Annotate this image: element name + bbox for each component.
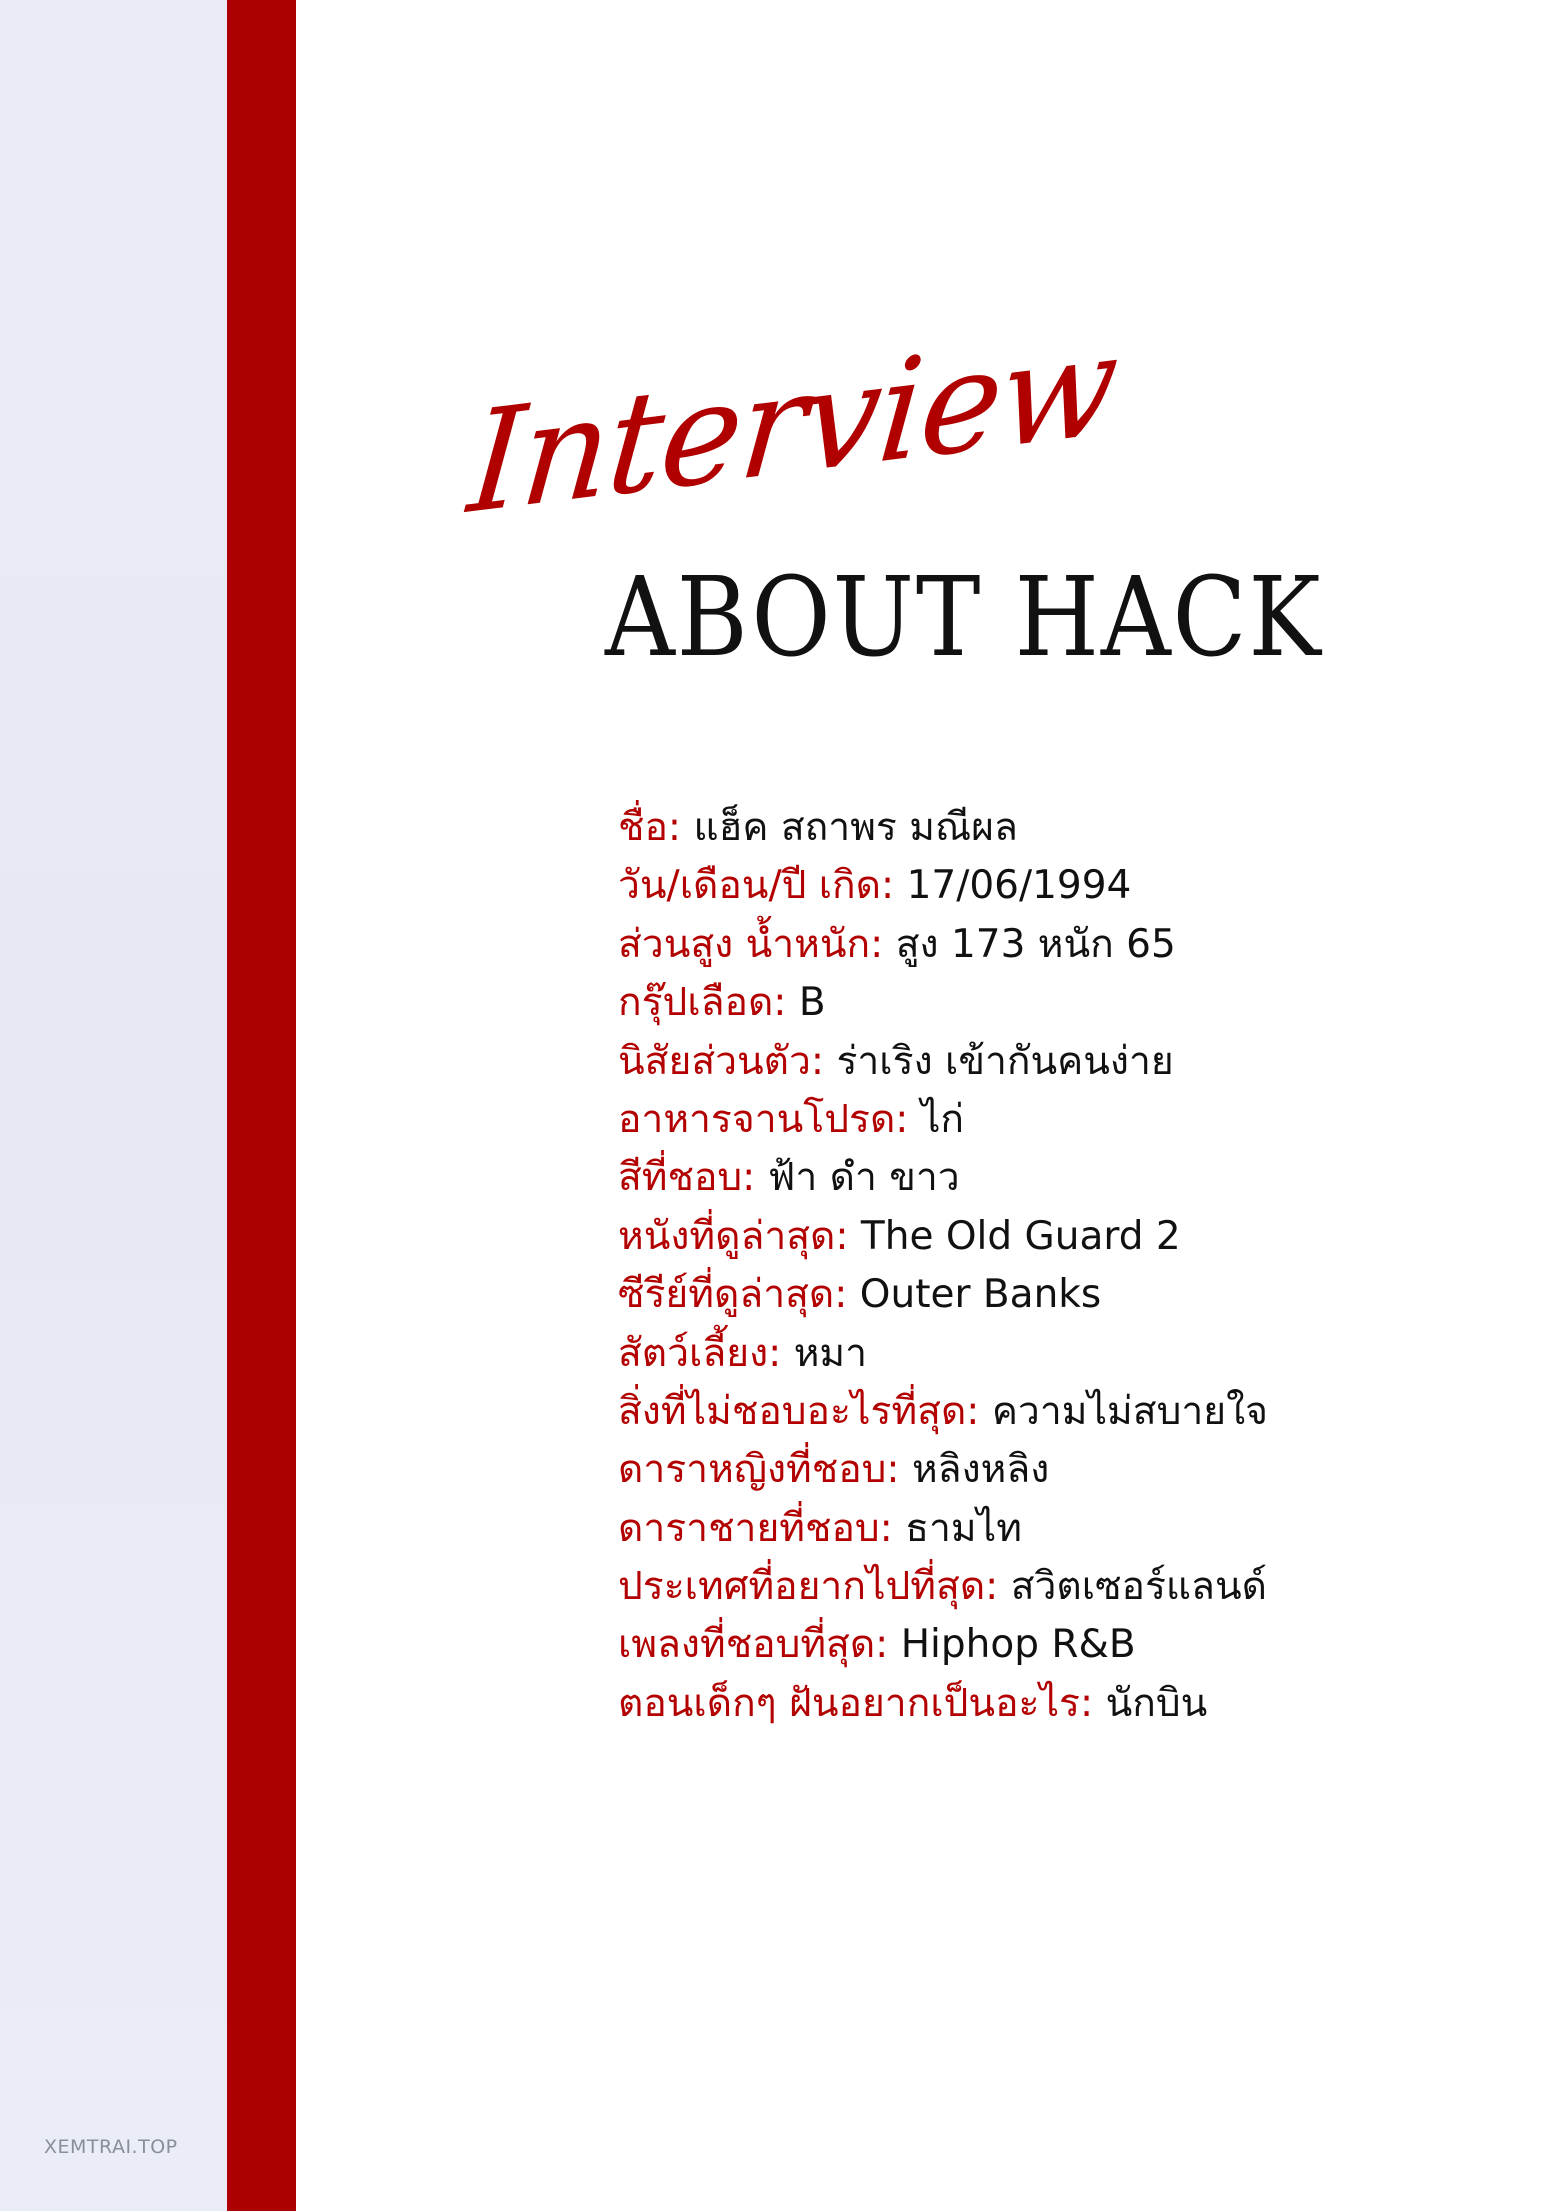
qa-value: สวิตเซอร์แลนด์ [1010,1564,1267,1610]
qa-value: Outer Banks [859,1272,1102,1318]
qa-value: 17/06/1994 [906,863,1132,909]
qa-row-childhood-dream [618,1675,1518,1733]
qa-label: ประเทศที่อยากไปที่สุด: [618,1564,999,1610]
qa-row-dislike [618,1383,1518,1441]
qa-row-name [618,799,1518,857]
site-watermark: XEMTRAI.TOP [44,2136,178,2158]
qa-label: ชื่อ: [618,805,682,850]
qa-label: สีที่ชอบ: [618,1155,756,1201]
qa-label: ส่วนสูง น้ำหนัก: [618,921,884,967]
qa-row-latest-series [618,1266,1518,1324]
qa-label: นิสัยส่วนตัว: [618,1038,825,1084]
red-vertical-stripe [227,0,296,2211]
qa-label: ดาราหญิงที่ชอบ: [618,1447,900,1493]
qa-row-pet [618,1325,1518,1383]
qa-row-favorite-color [618,1149,1518,1207]
qa-value: B [798,980,826,1026]
qa-row-favorite-food [618,1091,1518,1149]
qa-row-dream-country [618,1558,1518,1616]
qa-label: หนังที่ดูล่าสุด: [618,1213,849,1259]
qa-value: แฮ็ค สถาพร มณีผล [693,805,1018,850]
qa-row-latest-movie [618,1208,1518,1266]
qa-row-blood-type [618,974,1518,1032]
qa-label: เพลงที่ชอบที่สุด: [618,1622,889,1668]
qa-label: สัตว์เลี้ยง: [618,1330,782,1376]
qa-value: หมา [793,1330,868,1376]
qa-value: Hiphop R&B [900,1622,1136,1668]
qa-label: วัน/เดือน/ปี เกิด: [618,863,895,909]
qa-label: กรุ๊ปเลือด: [618,980,787,1026]
qa-value: สูง 173 หนัก 65 [895,921,1176,967]
qa-value: ธามไท [905,1505,1022,1551]
qa-label: ตอนเด็กๆ ฝันอยากเป็นอะไร: [618,1680,1094,1726]
qa-row-height-weight [618,916,1518,974]
interview-script-title: Interview [462,302,1123,546]
qa-value: ไก่ [920,1096,965,1142]
qa-label: ดาราชายที่ชอบ: [618,1505,893,1551]
qa-row-birthday [618,857,1518,915]
qa-value: ความไม่สบายใจ [991,1388,1268,1434]
qa-value: หลิงหลิง [911,1447,1050,1493]
qa-row-favorite-actress [618,1441,1518,1499]
qa-label: อาหารจานโปรด: [618,1096,909,1142]
about-hack-title: ABOUT HACK [605,553,1323,681]
qa-row-favorite-actor [618,1500,1518,1558]
qa-row-personality [618,1033,1518,1091]
qa-value: ร่าเริง เข้ากันคนง่าย [836,1038,1174,1084]
qa-value: นักบิน [1105,1680,1208,1726]
qa-label: ซีรีย์ที่ดูล่าสุด: [618,1272,848,1318]
qa-value: The Old Guard 2 [860,1213,1181,1259]
qa-label: สิ่งที่ไม่ชอบอะไรที่สุด: [618,1388,980,1434]
qa-row-favorite-music [618,1616,1518,1674]
interview-list [618,799,1518,1733]
qa-value: ฟ้า ดำ ขาว [767,1155,960,1201]
left-side-panel [0,0,227,2211]
